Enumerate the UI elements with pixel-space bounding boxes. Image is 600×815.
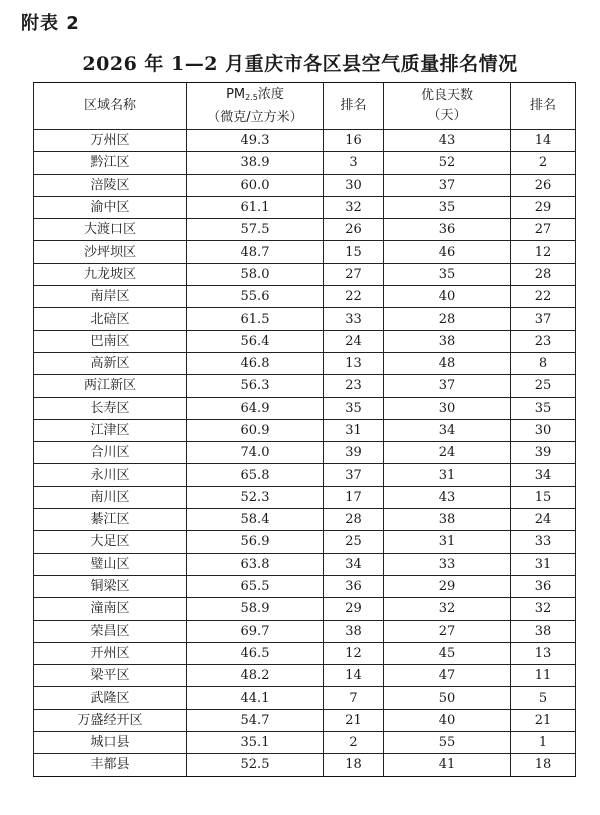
table-row: [34, 419, 576, 441]
cell-days-rank: 31: [511, 553, 576, 575]
cell-region: 潼南区: [34, 598, 187, 620]
table-row: [34, 575, 576, 597]
cell-region: 涪陵区: [34, 174, 187, 196]
table-row: [34, 375, 576, 397]
cell-good-days: 38: [384, 509, 511, 531]
table-row: [34, 442, 576, 464]
cell-pm25: 63.8: [187, 553, 324, 575]
cell-good-days: 45: [384, 642, 511, 664]
cell-days-rank: 30: [511, 419, 576, 441]
cell-good-days: 40: [384, 286, 511, 308]
cell-pm-rank: 15: [324, 241, 384, 263]
cell-region: 南岸区: [34, 286, 187, 308]
cell-region: 合川区: [34, 442, 187, 464]
cell-good-days: 50: [384, 687, 511, 709]
table-row: [34, 754, 576, 776]
cell-pm25: 52.3: [187, 486, 324, 508]
cell-region: 九龙坡区: [34, 263, 187, 285]
cell-good-days: 43: [384, 130, 511, 152]
cell-region: 南川区: [34, 486, 187, 508]
cell-pm-rank: 3: [324, 152, 384, 174]
table-row: [34, 308, 576, 330]
cell-pm25: 65.8: [187, 464, 324, 486]
table-row: [34, 642, 576, 664]
table-row: [34, 152, 576, 174]
cell-pm25: 54.7: [187, 709, 324, 731]
air-quality-table: [33, 82, 576, 777]
cell-pm25: 57.5: [187, 219, 324, 241]
cell-days-rank: 14: [511, 130, 576, 152]
cell-pm-rank: 21: [324, 709, 384, 731]
page-title: 2026 年 1—2 月重庆市各区县空气质量排名情况: [82, 53, 518, 75]
cell-region: 大渡口区: [34, 219, 187, 241]
table-row: [34, 509, 576, 531]
table-row: [34, 196, 576, 218]
cell-good-days: 35: [384, 263, 511, 285]
cell-pm25: 52.5: [187, 754, 324, 776]
header-pm25: [187, 83, 324, 130]
header-rank-pm: 排名: [324, 83, 384, 130]
header-rank-days: 排名: [511, 83, 576, 130]
cell-pm-rank: 18: [324, 754, 384, 776]
cell-good-days: 37: [384, 174, 511, 196]
header-good-days-title: 优良天数: [420, 88, 473, 103]
table-row: [34, 286, 576, 308]
appendix-label: 附表 2: [21, 13, 80, 34]
cell-good-days: 30: [384, 397, 511, 419]
cell-region: 大足区: [34, 531, 187, 553]
cell-pm25: 56.9: [187, 531, 324, 553]
cell-pm25: 49.3: [187, 130, 324, 152]
cell-days-rank: 21: [511, 709, 576, 731]
table-row: [34, 486, 576, 508]
cell-pm-rank: 33: [324, 308, 384, 330]
cell-region: 丰都县: [34, 754, 187, 776]
cell-region: 黔江区: [34, 152, 187, 174]
cell-good-days: 37: [384, 375, 511, 397]
cell-pm-rank: 31: [324, 419, 384, 441]
cell-good-days: 24: [384, 442, 511, 464]
table-row: [34, 687, 576, 709]
cell-pm-rank: 24: [324, 330, 384, 352]
cell-good-days: 52: [384, 152, 511, 174]
cell-region: 綦江区: [34, 509, 187, 531]
cell-pm25: 58.4: [187, 509, 324, 531]
table-row: [34, 464, 576, 486]
table-row: [34, 709, 576, 731]
cell-days-rank: 27: [511, 219, 576, 241]
cell-days-rank: 36: [511, 575, 576, 597]
table-row: [34, 665, 576, 687]
cell-pm-rank: 30: [324, 174, 384, 196]
cell-good-days: 28: [384, 308, 511, 330]
cell-pm25: 64.9: [187, 397, 324, 419]
cell-pm-rank: 13: [324, 352, 384, 374]
cell-pm-rank: 25: [324, 531, 384, 553]
cell-pm-rank: 38: [324, 620, 384, 642]
cell-pm-rank: 12: [324, 642, 384, 664]
cell-days-rank: 34: [511, 464, 576, 486]
cell-pm25: 35.1: [187, 732, 324, 754]
cell-region: 两江新区: [34, 375, 187, 397]
table-row: [34, 330, 576, 352]
cell-pm25: 46.8: [187, 352, 324, 374]
cell-region: 璧山区: [34, 553, 187, 575]
table-row: [34, 263, 576, 285]
cell-pm25: 60.0: [187, 174, 324, 196]
cell-days-rank: 28: [511, 263, 576, 285]
cell-good-days: 47: [384, 665, 511, 687]
cell-days-rank: 38: [511, 620, 576, 642]
cell-good-days: 38: [384, 330, 511, 352]
cell-days-rank: 5: [511, 687, 576, 709]
cell-pm25: 48.2: [187, 665, 324, 687]
cell-days-rank: 39: [511, 442, 576, 464]
cell-pm-rank: 32: [324, 196, 384, 218]
cell-region: 铜梁区: [34, 575, 187, 597]
cell-days-rank: 18: [511, 754, 576, 776]
cell-pm25: 58.9: [187, 598, 324, 620]
header-good-days-unit: （天）: [427, 108, 467, 123]
table-row: [34, 174, 576, 196]
cell-days-rank: 32: [511, 598, 576, 620]
cell-pm-rank: 2: [324, 732, 384, 754]
table-row: [34, 219, 576, 241]
cell-good-days: 48: [384, 352, 511, 374]
table-row: [34, 397, 576, 419]
cell-good-days: 33: [384, 553, 511, 575]
cell-pm-rank: 16: [324, 130, 384, 152]
cell-pm-rank: 39: [324, 442, 384, 464]
cell-pm-rank: 7: [324, 687, 384, 709]
cell-good-days: 46: [384, 241, 511, 263]
cell-region: 巴南区: [34, 330, 187, 352]
cell-pm25: 56.3: [187, 375, 324, 397]
cell-region: 永川区: [34, 464, 187, 486]
cell-pm-rank: 14: [324, 665, 384, 687]
cell-region: 高新区: [34, 352, 187, 374]
cell-good-days: 55: [384, 732, 511, 754]
cell-days-rank: 2: [511, 152, 576, 174]
cell-region: 沙坪坝区: [34, 241, 187, 263]
cell-pm25: 46.5: [187, 642, 324, 664]
cell-pm-rank: 35: [324, 397, 384, 419]
cell-good-days: 35: [384, 196, 511, 218]
cell-days-rank: 15: [511, 486, 576, 508]
cell-region: 城口县: [34, 732, 187, 754]
header-pm25-title: [187, 85, 323, 108]
cell-pm25: 56.4: [187, 330, 324, 352]
cell-pm25: 69.7: [187, 620, 324, 642]
cell-good-days: 34: [384, 419, 511, 441]
cell-good-days: 36: [384, 219, 511, 241]
cell-region: 江津区: [34, 419, 187, 441]
cell-days-rank: 11: [511, 665, 576, 687]
cell-region: 北碚区: [34, 308, 187, 330]
cell-pm25: 60.9: [187, 419, 324, 441]
cell-pm25: 38.9: [187, 152, 324, 174]
cell-region: 梁平区: [34, 665, 187, 687]
cell-region: 长寿区: [34, 397, 187, 419]
cell-days-rank: 35: [511, 397, 576, 419]
cell-good-days: 27: [384, 620, 511, 642]
table-row: [34, 241, 576, 263]
cell-days-rank: 37: [511, 308, 576, 330]
table-row: [34, 732, 576, 754]
cell-pm25: 48.7: [187, 241, 324, 263]
cell-pm25: 58.0: [187, 263, 324, 285]
cell-days-rank: 23: [511, 330, 576, 352]
header-pm25-unit: （微克/立方米）: [207, 109, 303, 125]
cell-region: 渝中区: [34, 196, 187, 218]
cell-days-rank: 8: [511, 352, 576, 374]
cell-good-days: 31: [384, 464, 511, 486]
cell-pm25: 65.5: [187, 575, 324, 597]
cell-good-days: 40: [384, 709, 511, 731]
cell-pm-rank: 36: [324, 575, 384, 597]
cell-pm-rank: 22: [324, 286, 384, 308]
cell-good-days: 43: [384, 486, 511, 508]
cell-days-rank: 1: [511, 732, 576, 754]
cell-days-rank: 33: [511, 531, 576, 553]
table-row: [34, 598, 576, 620]
table-row: [34, 620, 576, 642]
cell-pm25: 55.6: [187, 286, 324, 308]
cell-pm-rank: 23: [324, 375, 384, 397]
cell-pm-rank: 37: [324, 464, 384, 486]
cell-good-days: 32: [384, 598, 511, 620]
cell-days-rank: 13: [511, 642, 576, 664]
cell-pm-rank: 28: [324, 509, 384, 531]
header-pm-prefix: PM: [226, 86, 246, 102]
cell-pm-rank: 29: [324, 598, 384, 620]
header-pm-suffix: 浓度: [257, 86, 284, 102]
cell-pm-rank: 17: [324, 486, 384, 508]
cell-pm25: 44.1: [187, 687, 324, 709]
cell-good-days: 31: [384, 531, 511, 553]
header-pm-sub: 2.5: [245, 92, 258, 102]
cell-days-rank: 26: [511, 174, 576, 196]
cell-region: 万州区: [34, 130, 187, 152]
cell-pm-rank: 34: [324, 553, 384, 575]
cell-pm25: 74.0: [187, 442, 324, 464]
cell-pm25: 61.1: [187, 196, 324, 218]
table-row: [34, 553, 576, 575]
header-region: 区域名称: [34, 83, 187, 130]
table-row: [34, 130, 576, 152]
cell-pm-rank: 27: [324, 263, 384, 285]
cell-days-rank: 25: [511, 375, 576, 397]
cell-region: 开州区: [34, 642, 187, 664]
cell-days-rank: 24: [511, 509, 576, 531]
cell-good-days: 29: [384, 575, 511, 597]
cell-days-rank: 29: [511, 196, 576, 218]
table-header-row: [34, 83, 576, 130]
cell-pm-rank: 26: [324, 219, 384, 241]
cell-region: 万盛经开区: [34, 709, 187, 731]
header-good-days: [384, 83, 511, 130]
cell-days-rank: 22: [511, 286, 576, 308]
cell-region: 荣昌区: [34, 620, 187, 642]
cell-pm25: 61.5: [187, 308, 324, 330]
cell-region: 武隆区: [34, 687, 187, 709]
table-row: [34, 531, 576, 553]
table-row: [34, 352, 576, 374]
cell-days-rank: 12: [511, 241, 576, 263]
cell-good-days: 41: [384, 754, 511, 776]
